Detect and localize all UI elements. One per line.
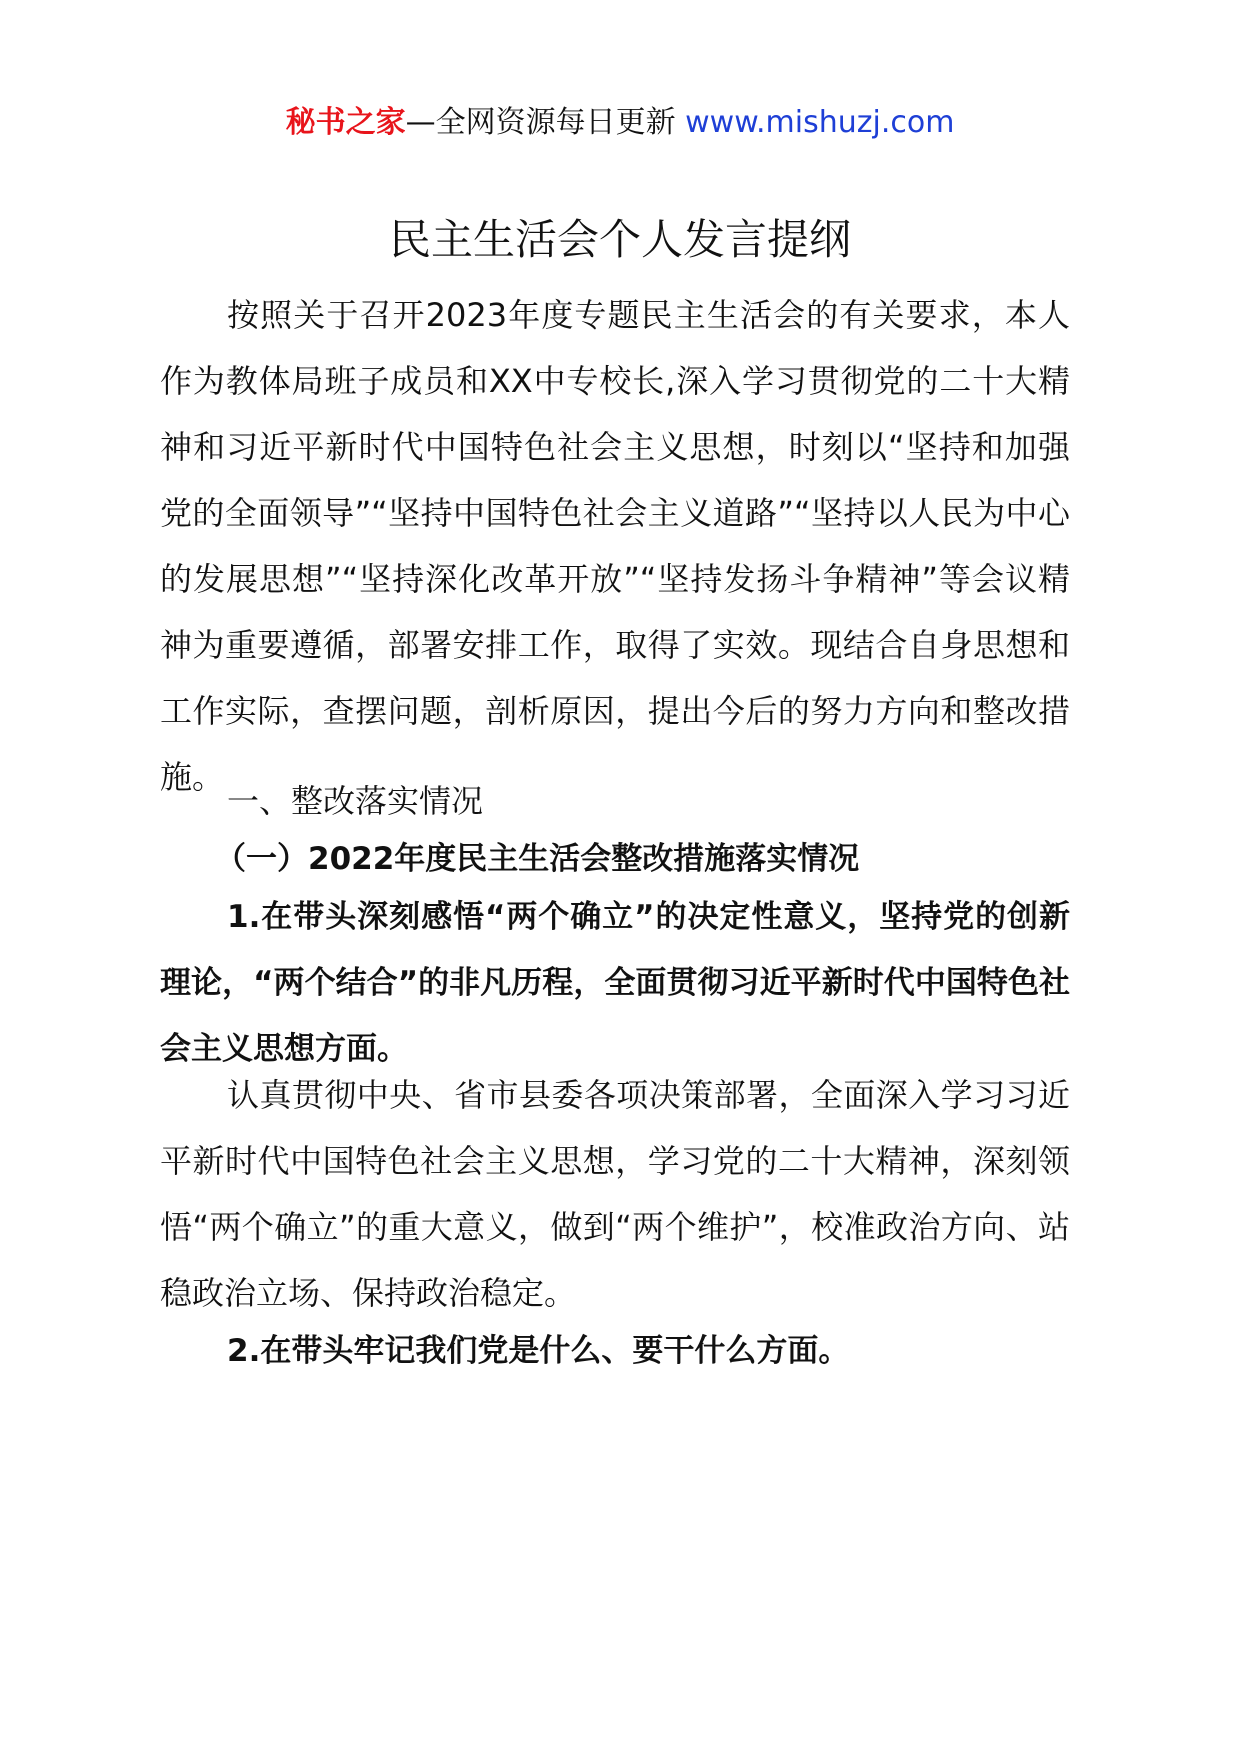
- subsection-block: [160, 826, 1070, 892]
- intro-paragraph: 按照关于召开2023年度专题民主生活会的有关要求，本人作为教体局班子成员和XX中专校长,深入学习贯彻党的二十大精神和习近平新时代中国特色社会主义思想，时刻以“坚持和加强党的全面领导”“坚持中国特色社会主义道路”“坚持以人民为中心的发展思想”“坚持深化改革开放”“坚持发扬斗争精神”等会议精神为重要遵循，部署安排工作，取得了实效。现结合自身思想和工作实际，查摆问题，剖析原因，提出今后的努力方向和整改措施。: [160, 296, 1070, 796]
- document-title: 民主生活会个人发言提纲: [388, 215, 851, 264]
- intro-block: [160, 282, 1070, 810]
- subsection-heading: （一）2022年度民主生活会整改措施落实情况: [215, 841, 860, 877]
- section-heading: 一、整改落实情况: [227, 782, 484, 820]
- item1-heading: 1.在带头深刻感悟“两个确立”的决定性意义，坚持党的创新理论，“两个结合”的非凡历程，全面贯彻习近平新时代中国特色社会主义思想方面。: [160, 899, 1070, 1067]
- header-tagline: —全网资源每日更新: [405, 105, 676, 140]
- item1-body-block: [160, 1062, 1070, 1326]
- site-url-link[interactable]: www.mishuzj.com: [685, 105, 955, 140]
- item1-block: [160, 884, 1070, 1082]
- section-block: [160, 768, 1070, 834]
- item1-paragraph: 认真贯彻中央、省市县委各项决策部署，全面深入学习习近平新时代中国特色社会主义思想，学习党的二十大精神，深刻领悟“两个确立”的重大意义，做到“两个维护”，校准政治方向、站稳政治立场、保持政治稳定。: [160, 1076, 1070, 1312]
- item2-heading: 2.在带头牢记我们党是什么、要干什么方面。: [227, 1333, 850, 1369]
- brand-name: 秘书之家: [285, 105, 406, 140]
- site-header: [0, 100, 1240, 146]
- item2-block: [160, 1318, 1070, 1384]
